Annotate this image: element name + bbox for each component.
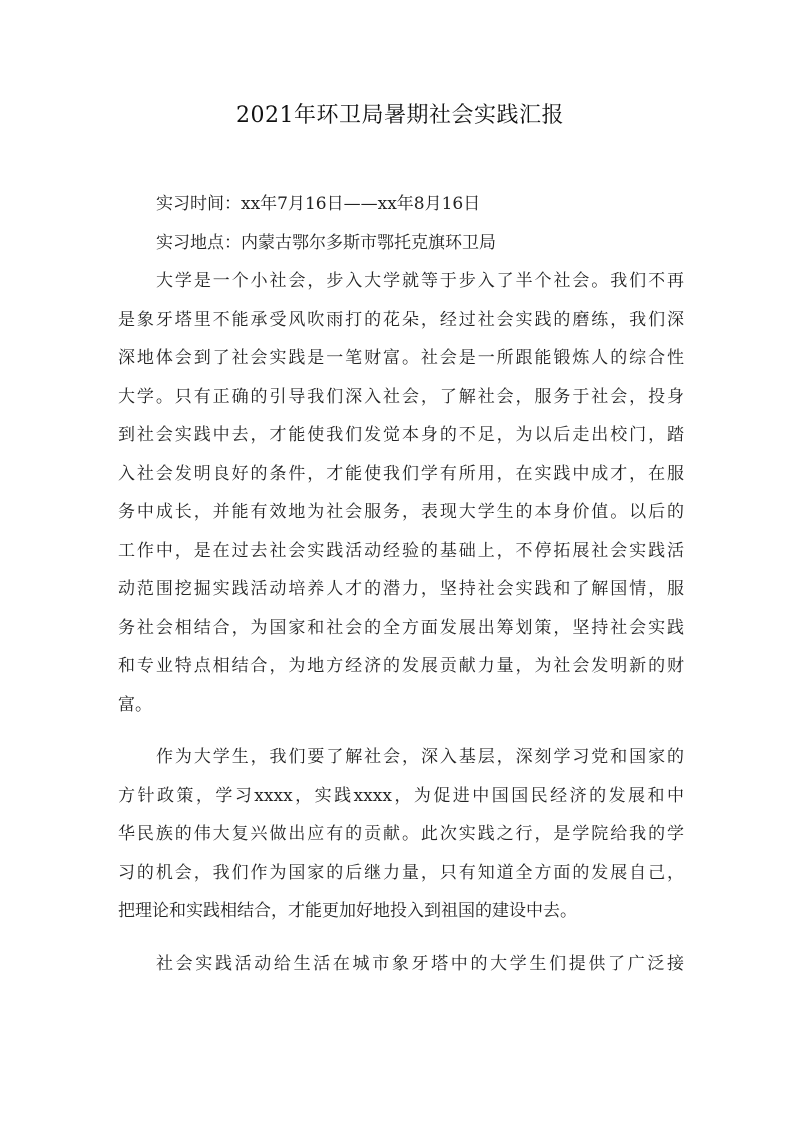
paragraph-line: 务社会相结合，为国家和社会的全方面发展出筹划策，坚持社会实践	[118, 617, 684, 638]
paragraph-line: 富。	[118, 694, 152, 715]
paragraph	[118, 945, 684, 984]
paragraph-line: 动范围挖掘实践活动培养人才的潜力，坚持社会实践和了解国情，服	[118, 579, 684, 599]
paragraph	[118, 738, 684, 931]
paragraph-line: 入社会发明良好的条件，才能使我们学有所用，在实践中成才，在服	[118, 463, 684, 484]
internship-time: 实习时间：xx年7月16日——xx年8月16日	[156, 194, 481, 214]
paragraph-line: 把理论和实践相结合，才能更加好地投入到祖国的建设中去。	[118, 901, 577, 921]
document-title: 2021年环卫局暑期社会实践汇报	[236, 103, 564, 128]
paragraph-line: 到社会实践中去，才能使我们发觉本身的不足，为以后走出校门，踏	[118, 425, 684, 445]
paragraph-line: 方针政策，学习xxxx，实践xxxx，为促进中国国民经济的发展和中	[118, 785, 684, 806]
internship-place: 实习地点：内蒙古鄂尔多斯市鄂托克旗环卫局	[156, 232, 496, 253]
paragraph-spacer	[118, 724, 684, 738]
paragraph	[118, 262, 684, 724]
paragraph-line: 华民族的伟大复兴做出应有的贡献。此次实践之行，是学院给我的学	[118, 824, 684, 844]
document-body	[118, 185, 684, 983]
paragraph-spacer	[118, 931, 684, 945]
paragraph-line: 和专业特点相结合，为地方经济的发展贡献力量，为社会发明新的财	[118, 656, 684, 676]
paragraph-line: 社会实践活动给生活在城市象牙塔中的大学生们提供了广泛接	[156, 953, 684, 974]
paragraph-line: 工作中，是在过去社会实践活动经验的基础上，不停拓展社会实践活	[118, 540, 684, 561]
paragraph-line: 深地体会到了社会实践是一笔财富。社会是一所跟能锻炼人的综合性	[118, 348, 684, 368]
paragraph-line: 大学是一个小社会，步入大学就等于步入了半个社会。我们不再	[156, 271, 684, 291]
paragraph-line: 作为大学生，我们要了解社会，深入基层，深刻学习党和国家的	[156, 747, 684, 767]
paragraph-line: 大学。只有正确的引导我们深入社会，了解社会，服务于社会，投身	[118, 386, 684, 407]
paragraph-line: 是象牙塔里不能承受风吹雨打的花朵，经过社会实践的磨练，我们深	[118, 309, 684, 330]
paragraph-line: 务中成长，并能有效地为社会服务，表现大学生的本身价值。以后的	[118, 502, 684, 522]
paragraph-line: 习的机会，我们作为国家的后继力量，只有知道全方面的发展自己，	[118, 862, 684, 883]
